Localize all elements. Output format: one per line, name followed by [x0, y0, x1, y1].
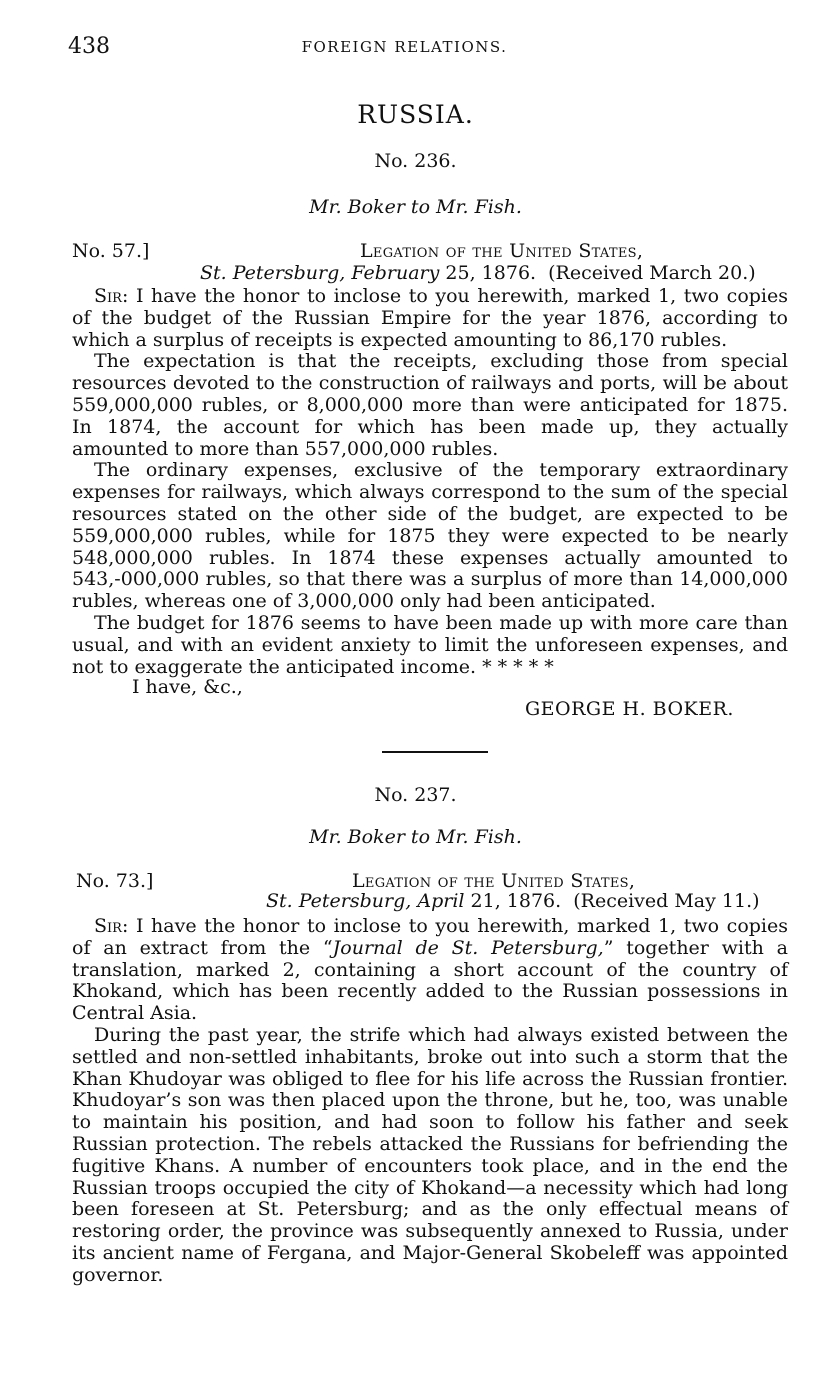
dateline-place: St. Petersburg, — [266, 890, 412, 912]
received-note: (Received March 20.) — [548, 262, 756, 284]
legation-line: Legation of the United States, — [360, 240, 644, 262]
salutation: Sir: — [94, 915, 129, 937]
dispatch-number: No. 73.] — [76, 870, 154, 892]
dateline-day-year: 25, 1876. — [445, 262, 537, 284]
document-number: No. 237. — [374, 784, 457, 806]
dispatch-number: No. 57.] — [72, 240, 150, 262]
letter-body — [72, 286, 788, 678]
running-header — [68, 34, 791, 58]
dateline-day-year: 21, 1876. — [470, 890, 562, 912]
received-note: (Received May 11.) — [573, 890, 760, 912]
dispatch-header — [72, 240, 788, 264]
legation-line: Legation of the United States, — [352, 870, 636, 892]
correspondents-line: Mr. Boker to Mr. Fish. — [309, 196, 522, 218]
paragraph-text: I have the honor to inclose to you herewith, marked 1, two copies of the budget of the Russian Empire for the year 1876, according to which a surplus of receipts is expected amounting to 86,170 rubles. — [72, 285, 788, 351]
section-title: RUSSIA. — [357, 100, 474, 129]
signature: GEORGE H. BOKER. — [525, 698, 734, 720]
running-title: FOREIGN RELATIONS. — [301, 38, 508, 56]
dateline-month: April — [417, 890, 465, 912]
paragraph: The ordinary expenses, exclusive of the temporary extraordinary expenses for railways, which always correspond to the sum of the special resources stated on the other side of the budget, are expected to be 559,000,000 rubles, while for 1875 they were expected to be nearly 548,000,000 rubles. In 1874 these expenses actually amounted to 543,-000,000 rubles, so that there was a surplus of more than 14,000,000 rubles, whereas one of 3,000,000 only had been anticipated. — [72, 459, 788, 613]
closing-line: I have, &c., — [132, 676, 243, 698]
letter-body — [72, 916, 788, 1287]
document-number: No. 236. — [374, 150, 457, 172]
paragraph — [72, 916, 788, 1025]
dateline-month: February — [351, 262, 440, 284]
paragraph-text: I have the honor to inclose to you herewith, marked 1, two copies of an extract from the “ — [72, 915, 788, 959]
section-divider — [382, 751, 488, 753]
dateline — [266, 890, 760, 912]
paragraph — [72, 286, 788, 351]
dateline — [200, 262, 756, 284]
page-number: 438 — [68, 34, 110, 59]
paragraph: During the past year, the strife which had always existed between the settled and non-settled inhabitants, broke out into such a storm that the Khan Khudoyar was obliged to flee for his life across the Russian frontier. Khudoyar’s son was then placed upon the throne, but he, too, was unable to maintain his position, and had soon to follow his father and seek Russian protection. The rebels attacked the Russians for befriending the fugitive Khans. A number of encounters took place, and in the end the Russian troops occupied the city of Khokand—a necessity which had long been foreseen at St. Petersburg; and as the only effectual means of restoring order, the province was subsequently annexed to Russia, under its ancient name of Fergana, and Major-General Skobeleff was appointed governor. — [72, 1023, 788, 1286]
paragraph-text: ” together with a translation, marked 2, containing a short account of the country of Khokand, which has been recently added to the Russian possessions in Central Asia. — [72, 936, 788, 1025]
journal-title: Journal de St. Petersburg, — [332, 936, 604, 959]
salutation: Sir: — [94, 285, 129, 307]
correspondents-line: Mr. Boker to Mr. Fish. — [309, 826, 522, 848]
dateline-place: St. Petersburg, — [200, 262, 346, 284]
paragraph: The budget for 1876 seems to have been made up with more care than usual, and with an evident anxiety to limit the unforeseen expenses, and not to exaggerate the anticipated income. * * * * * — [72, 611, 788, 678]
paragraph: The expectation is that the receipts, excluding those from special resources devoted to the construction of railways and ports, will be about 559,000,000 rubles, or 8,000,000 more than were anticipated for 1875. In 1874, the account for which has been made up, they actually amounted to more than 557,000,000 rubles. — [72, 350, 788, 460]
